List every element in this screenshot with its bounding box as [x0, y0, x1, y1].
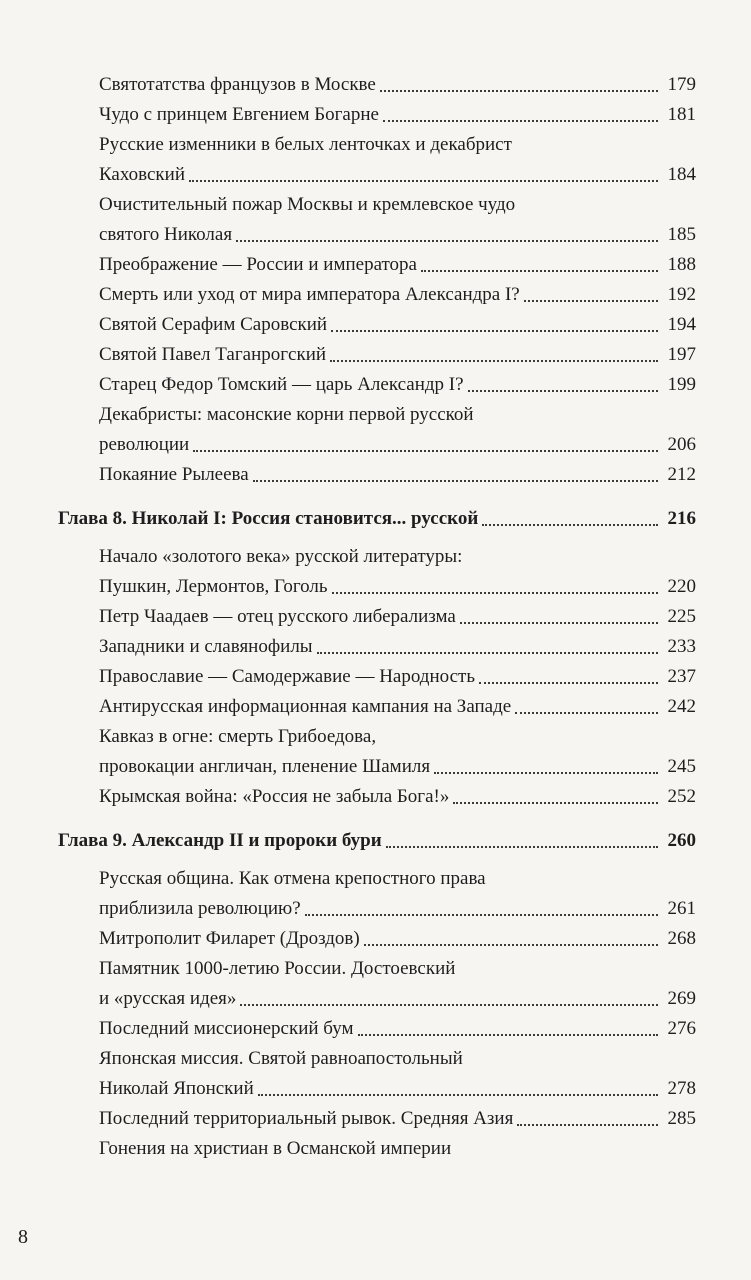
toc-entry	[99, 190, 696, 250]
toc-entry	[99, 782, 696, 812]
toc-page-number: 197	[667, 344, 696, 365]
dot-leader	[524, 299, 658, 302]
toc-chapter-entry	[58, 826, 696, 856]
dot-leader	[421, 269, 658, 272]
toc-entry-line	[99, 692, 696, 722]
table-of-contents	[58, 70, 696, 1164]
toc-entry-title-line: Японская миссия. Святой равноапостольный	[99, 1048, 463, 1069]
dot-leader	[240, 1003, 658, 1006]
toc-page-number: 188	[667, 254, 696, 275]
toc-entry-title: святого Николая	[99, 224, 233, 245]
toc-entry	[99, 130, 696, 190]
toc-entry-title: Николай Японский	[99, 1078, 254, 1099]
toc-entry	[99, 340, 696, 370]
dot-leader	[364, 943, 658, 946]
toc-page-number: 237	[667, 666, 696, 687]
toc-page-number: 269	[667, 988, 696, 1009]
toc-entry-title-line: Русская община. Как отмена крепостного права	[99, 868, 486, 889]
toc-page-number: 199	[667, 374, 696, 395]
toc-page-number: 233	[667, 636, 696, 657]
toc-entry	[99, 864, 696, 924]
toc-entry-line	[99, 100, 696, 130]
toc-entry-line	[99, 280, 696, 310]
toc-entry-title: Пушкин, Лермонтов, Гоголь	[99, 576, 328, 597]
toc-entry-title: Смерть или уход от мира императора Александра I?	[99, 284, 520, 305]
toc-entry	[99, 400, 696, 460]
dot-leader	[468, 389, 658, 392]
toc-page-number: 184	[667, 164, 696, 185]
toc-page-number: 225	[667, 606, 696, 627]
toc-entry	[99, 722, 696, 782]
toc-entry-title: Святой Павел Таганрогский	[99, 344, 327, 365]
toc-entry-title: Гонения на христиан в Османской империи	[99, 1138, 452, 1159]
toc-entry	[99, 632, 696, 662]
dot-leader	[330, 359, 658, 362]
toc-entry-title-line: Русские изменники в белых ленточках и декабрист	[99, 134, 512, 155]
dot-leader	[358, 1033, 658, 1036]
toc-page-number: 212	[667, 464, 696, 485]
dot-leader	[253, 479, 658, 482]
toc-entry-title: Митрополит Филарет (Дроздов)	[99, 928, 360, 949]
toc-entry-title-line: Кавказ в огне: смерть Грибоедова,	[99, 726, 377, 747]
toc-entry-line	[99, 1074, 696, 1104]
dot-leader	[453, 801, 658, 804]
dot-leader	[380, 89, 658, 92]
toc-entry-line	[99, 894, 696, 924]
toc-entry-title: Крымская война: «Россия не забыла Бога!»	[99, 786, 450, 807]
dot-leader	[258, 1093, 658, 1096]
toc-entry	[99, 280, 696, 310]
toc-entry-line	[99, 340, 696, 370]
toc-entry-title: Святотатства французов в Москве	[99, 74, 376, 95]
dot-leader	[189, 179, 658, 182]
dot-leader	[383, 119, 658, 122]
toc-entry-title-line: Очистительный пожар Москвы и кремлевское чудо	[99, 194, 516, 215]
dot-leader	[479, 681, 658, 684]
toc-entry	[99, 1104, 696, 1134]
toc-entry	[99, 100, 696, 130]
toc-entry-title: Глава 8. Николай I: Россия становится... русской	[58, 508, 479, 529]
toc-entry-line	[99, 572, 696, 602]
dot-leader	[331, 329, 658, 332]
toc-entry-title: Покаяние Рылеева	[99, 464, 249, 485]
toc-page-number: 192	[667, 284, 696, 305]
toc-entry-line	[99, 782, 696, 812]
toc-entry-line	[99, 430, 696, 460]
toc-page-number: 220	[667, 576, 696, 597]
toc-entry-title: Чудо с принцем Евгением Богарне	[99, 104, 379, 125]
toc-entry	[99, 542, 696, 602]
dot-leader	[332, 591, 658, 594]
toc-entry-line	[99, 924, 696, 954]
dot-leader	[434, 771, 658, 774]
toc-entry	[99, 954, 696, 1014]
toc-entry-title: Старец Федор Томский — царь Александр I?	[99, 374, 464, 395]
toc-entry-line	[58, 826, 696, 856]
toc-page-number: 242	[667, 696, 696, 717]
dot-leader	[386, 845, 658, 848]
toc-entry-title: и «русская идея»	[99, 988, 237, 1009]
toc-page-number: 245	[667, 756, 696, 777]
toc-entry-line	[99, 250, 696, 280]
toc-entry-line	[99, 70, 696, 100]
toc-entry-line	[99, 1014, 696, 1044]
toc-entry	[99, 692, 696, 722]
toc-page-number: 206	[667, 434, 696, 455]
toc-entry	[99, 70, 696, 100]
toc-entry-line	[99, 752, 696, 782]
toc-page-number: 185	[667, 224, 696, 245]
dot-leader	[517, 1123, 658, 1126]
toc-chapter-entry	[58, 504, 696, 534]
toc-entry-title: Последний миссионерский бум	[99, 1018, 354, 1039]
toc-entry	[99, 1134, 696, 1164]
toc-entry-line	[99, 1104, 696, 1134]
toc-entry-title-line: Начало «золотого века» русской литературы:	[99, 546, 463, 567]
toc-entry-line	[99, 160, 696, 190]
toc-page-number: 194	[667, 314, 696, 335]
toc-entry	[99, 460, 696, 490]
toc-entry-title: Антирусская информационная кампания на Западе	[99, 696, 512, 717]
toc-entry-line	[58, 504, 696, 534]
toc-page-number: 285	[667, 1108, 696, 1129]
toc-entry-title: Православие — Самодержавие — Народность	[99, 666, 476, 687]
dot-leader	[236, 239, 658, 242]
toc-page-number: 216	[667, 508, 696, 529]
toc-entry	[99, 924, 696, 954]
toc-entry-title: Петр Чаадаев — отец русского либерализма	[99, 606, 456, 627]
toc-entry	[99, 310, 696, 340]
toc-page-number: 278	[667, 1078, 696, 1099]
dot-leader	[193, 449, 658, 452]
toc-entry-line	[99, 370, 696, 400]
dot-leader	[460, 621, 658, 624]
toc-entry-line	[99, 460, 696, 490]
toc-entry-title-line: Памятник 1000-летию России. Достоевский	[99, 958, 456, 979]
dot-leader	[317, 651, 658, 654]
toc-entry	[99, 370, 696, 400]
toc-entry-title: провокации англичан, пленение Шамиля	[99, 756, 431, 777]
toc-entry-line	[99, 602, 696, 632]
toc-entry-title: Преображение — России и императора	[99, 254, 417, 275]
toc-entry-title: Западники и славянофилы	[99, 636, 313, 657]
page-number: 8	[18, 1226, 28, 1248]
toc-entry	[99, 602, 696, 632]
toc-entry-title: приблизила революцию?	[99, 898, 301, 919]
toc-entry-line	[99, 310, 696, 340]
toc-page-number: 261	[667, 898, 696, 919]
toc-page-number: 260	[667, 830, 696, 851]
toc-entry-line	[99, 632, 696, 662]
toc-entry-title: Святой Серафим Саровский	[99, 314, 328, 335]
toc-entry-title-line: Декабристы: масонские корни первой русской	[99, 404, 474, 425]
toc-entry	[99, 250, 696, 280]
toc-page-number: 181	[667, 104, 696, 125]
dot-leader	[305, 913, 658, 916]
toc-entry	[99, 1014, 696, 1044]
toc-page-number: 179	[667, 74, 696, 95]
toc-entry-title: Глава 9. Александр II и пророки бури	[58, 830, 382, 851]
toc-page-number: 268	[667, 928, 696, 949]
toc-entry	[99, 662, 696, 692]
toc-entry-line	[99, 220, 696, 250]
toc-page-number: 252	[667, 786, 696, 807]
toc-entry-line	[99, 984, 696, 1014]
toc-entry	[99, 1044, 696, 1104]
toc-page-number: 276	[667, 1018, 696, 1039]
dot-leader	[482, 523, 658, 526]
toc-entry-title: революции	[99, 434, 190, 455]
dot-leader	[515, 711, 658, 714]
toc-entry-title: Последний территориальный рывок. Средняя Азия	[99, 1108, 514, 1129]
toc-entry-line	[99, 662, 696, 692]
toc-entry-title: Каховский	[99, 164, 185, 185]
